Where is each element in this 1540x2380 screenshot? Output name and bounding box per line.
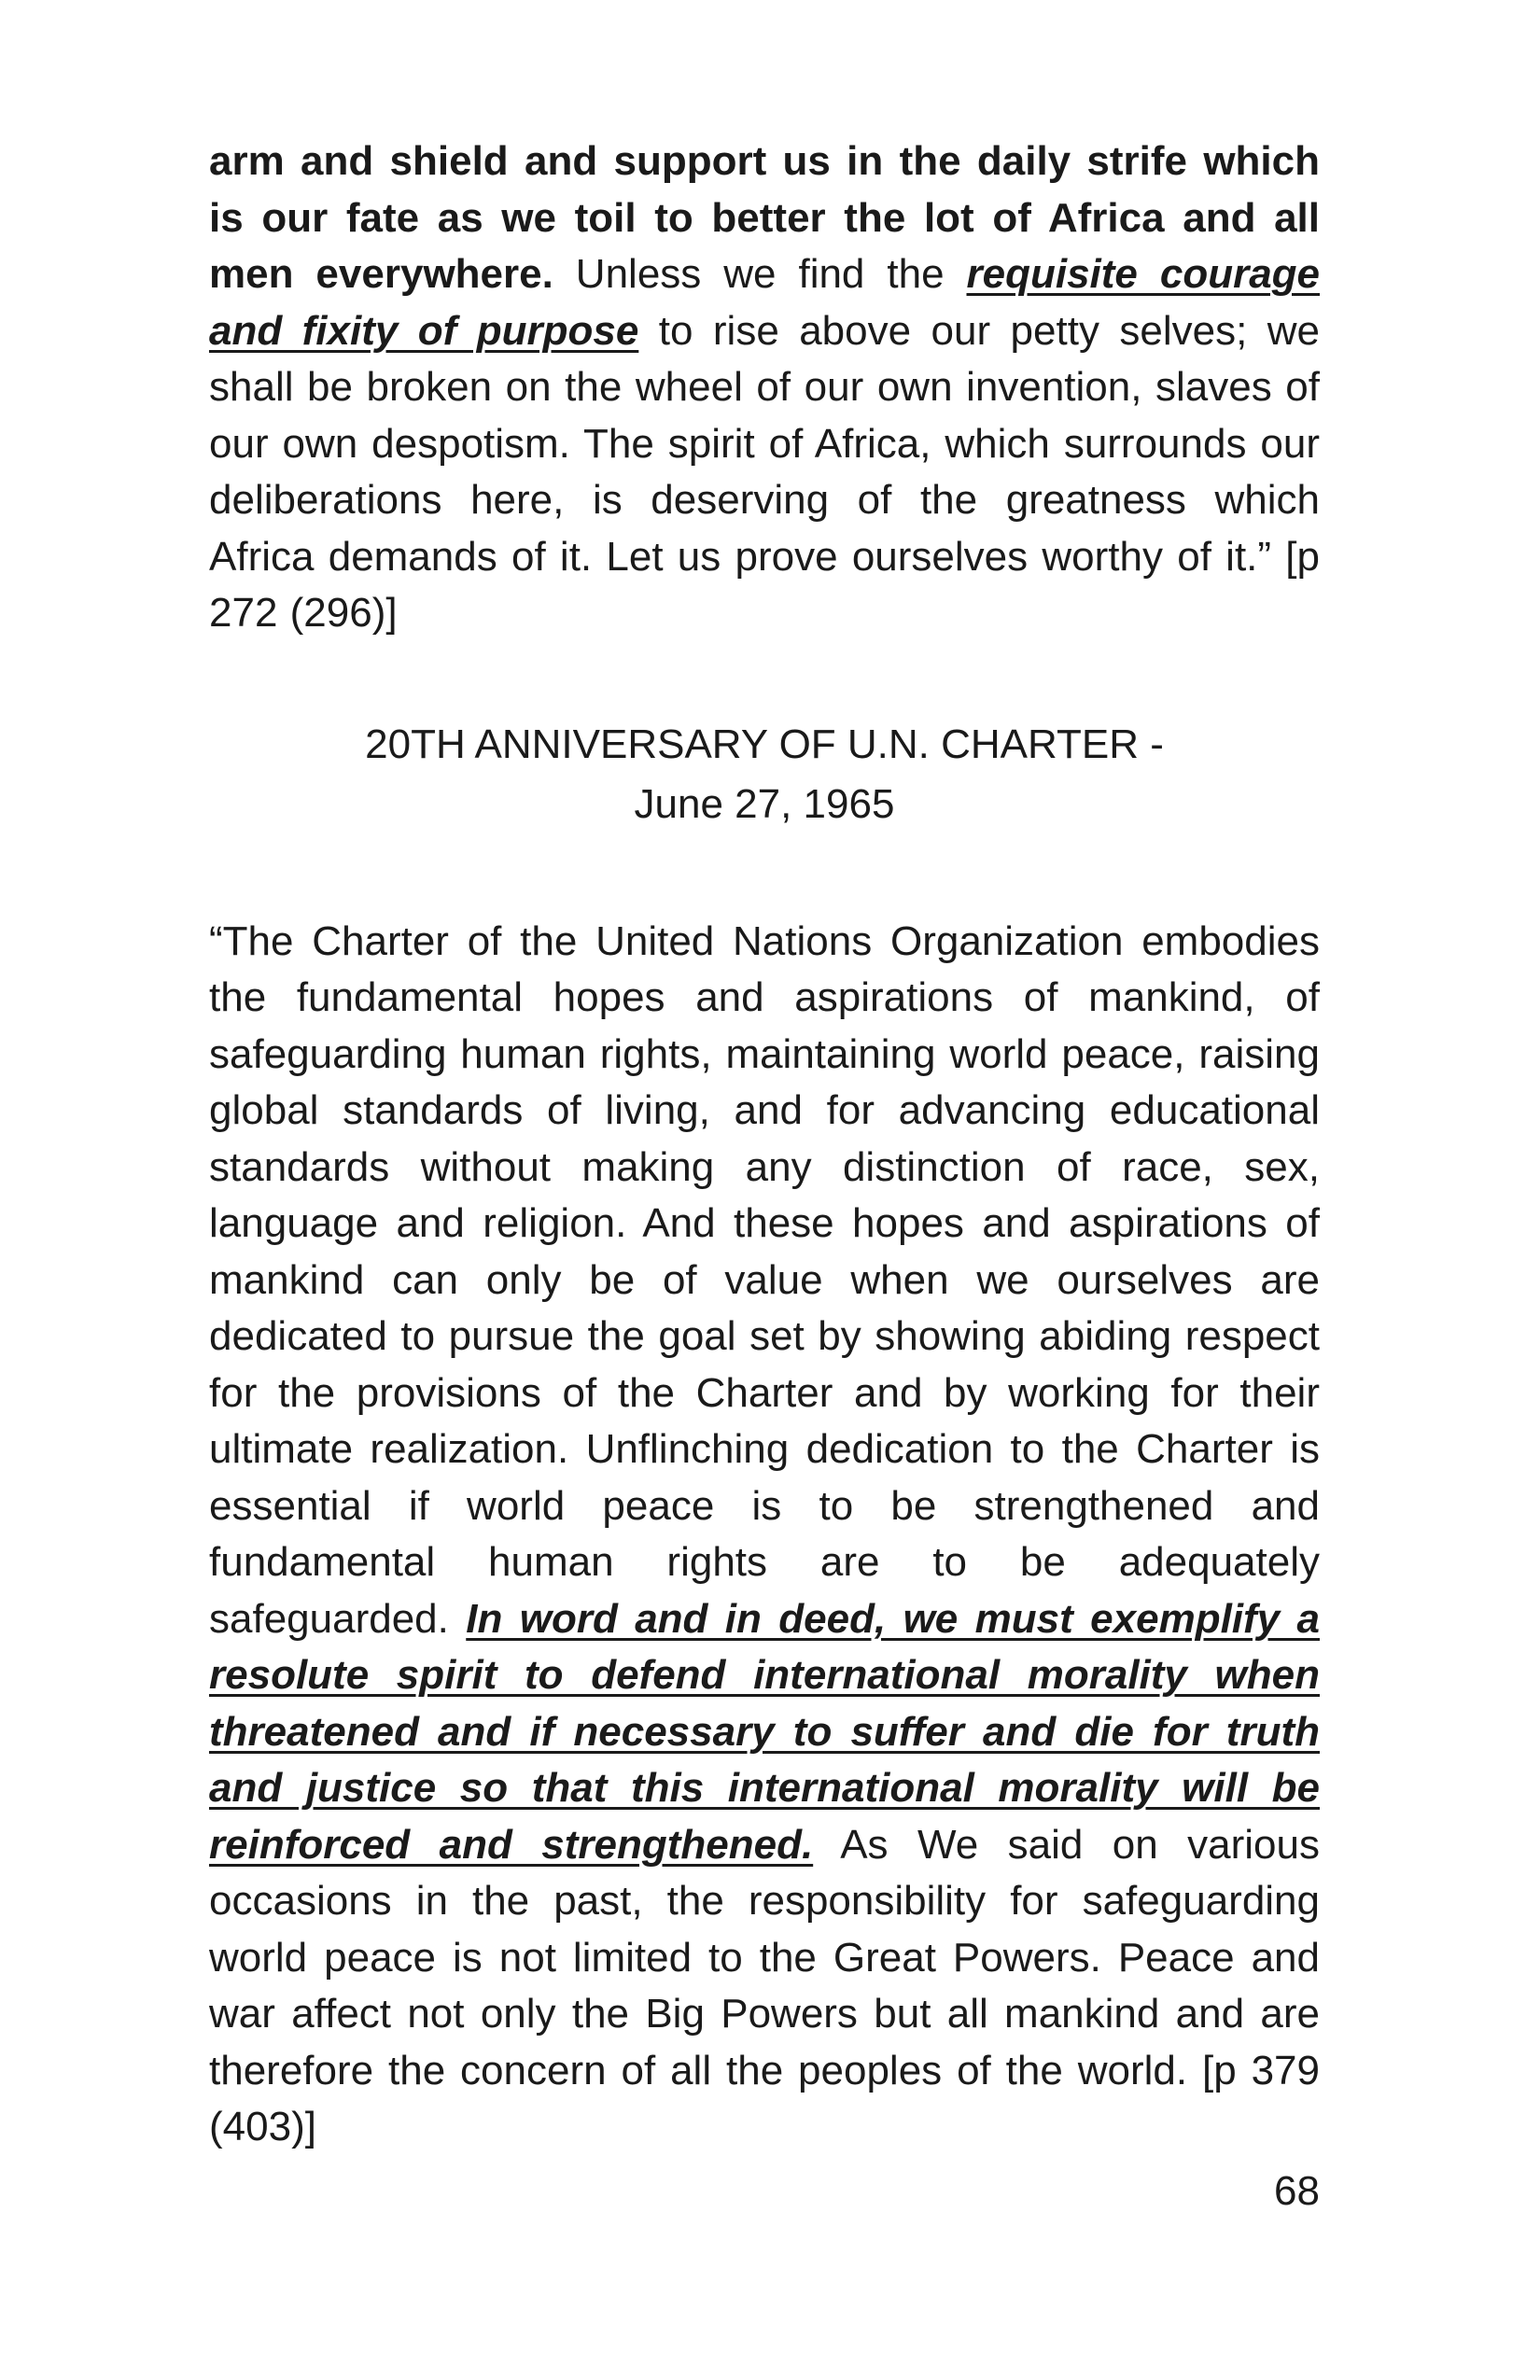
page-number: 68 xyxy=(1274,2168,1320,2214)
paragraph-2 xyxy=(209,914,1320,2156)
paragraph-2-emphasis: In word and in deed, we must exemplify a resolute spirit to defend international morality when threatened and if necessary to suffer and die for truth and justice so that this international morality will be reinforced and strengthened. xyxy=(209,1595,1320,1868)
paragraph-2-text-b: As We said on various occasions in the past, the responsibility for safeguarding world peace is not limited to the Great Powers. Peace and war affect not only the Big Powers but all mankind and are therefore the concern of all the peoples of the world. [p 379 (403)] xyxy=(209,1821,1320,2149)
paragraph-1 xyxy=(209,133,1320,642)
paragraph-1-emphasis: requisite courage and fixity of purpose xyxy=(209,251,1321,354)
paragraph-2-text-a: “The Charter of the United Nations Organization embodies the fundamental hopes and aspirations of mankind, of safeguarding human rights, maintaining world peace, raising global standards of living, and for advancing educational standards without making any distinction of race, sex, language and religion. And these hopes and aspirations of mankind can only be of value when we ourselves are dedicated to pursue the goal set by showing abiding respect for the provisions of the Charter and by working for their ultimate realization. Unflinching dedication to the Charter is essential if world peace is to be strengthened and fundamental human rights are to be adequately safeguarded. xyxy=(209,917,1320,1642)
section-heading xyxy=(209,715,1320,834)
paragraph-1-text-b: to rise above our petty selves; we shall be broken on the wheel of our own invention, slaves of our own despotism. The spirit of Africa, which surrounds our deliberations here, is deserving of the greatness which Africa demands of it. Let us prove ourselves worthy of it.” [p 272 (296)] xyxy=(209,307,1320,636)
paragraph-1-text-a: Unless we find the xyxy=(553,251,967,297)
section-heading-title: 20TH ANNIVERSARY OF U.N. CHARTER - xyxy=(365,721,1164,767)
paragraph-1-bold-intro: arm and shield and support us in the daily strife which is our fate as we toil to better the lot of Africa and all men everywhere. xyxy=(209,138,1320,297)
page-content xyxy=(209,133,1320,2156)
section-heading-date: June 27, 1965 xyxy=(634,780,895,827)
